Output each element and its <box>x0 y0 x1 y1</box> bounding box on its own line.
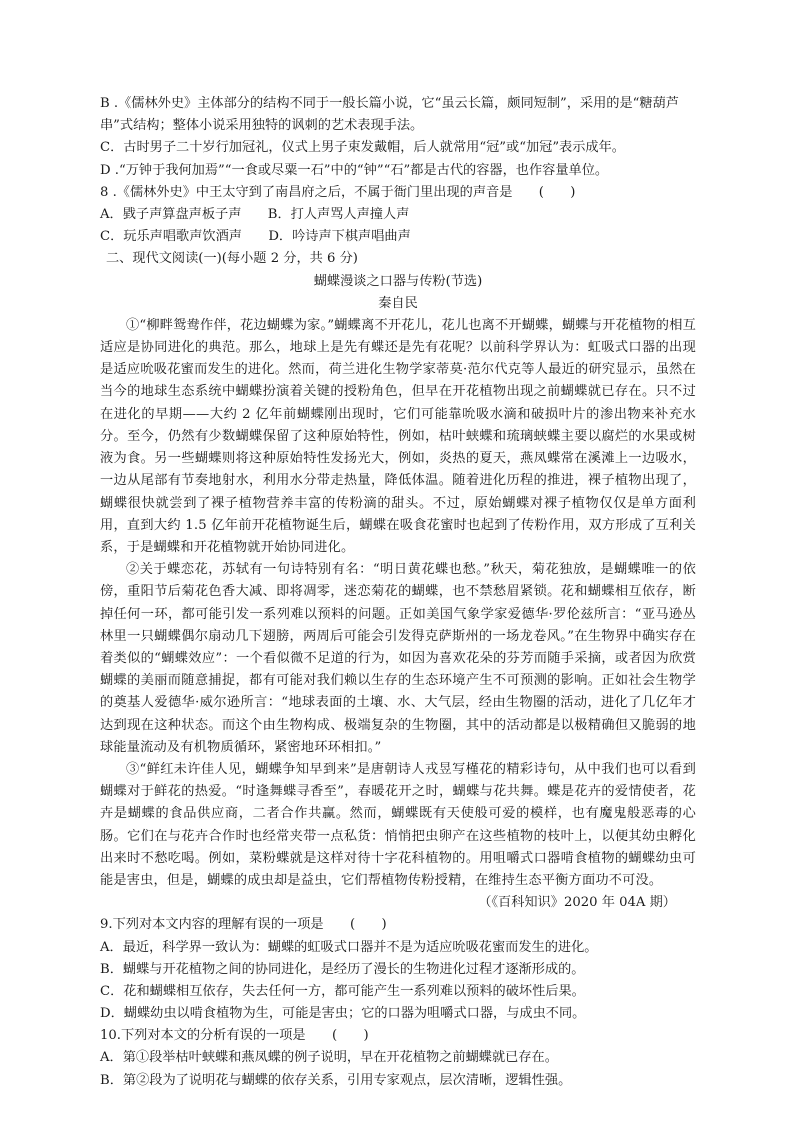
article-source: （《百科知识》2020 年 04A 期） <box>478 895 676 911</box>
question-9-option-c: C．花和蝴蝶相互依存，失去任何一方，都可能产生一系列难以预料的破坏性后果。 <box>100 983 585 999</box>
article-paragraph-2: ②关于蝶恋花，苏轼有一句诗特别有名：“明日黄花蝶也愁。”秋天，菊花独放，是蝴蝶唯一的依傍，重阳节后菊花色香大减、即将凋零，迷恋菊花的蝴蝶，也不禁愁眉紧锁。花和蝴蝶相互依存，断掉任何一环，都可能引发一系列难以预料的问题。正如美国气象学家爱德华·罗伦兹所言：“亚马逊丛林里一只蝴蝶偶尔扇动几下翅膀，两周后可能会引发得克萨斯州的一场龙卷风。”在生物界中确实存在着类似的“蝴蝶效应”：一个看似微不足道的行为，如因为喜欢花朵的芬芳而随手采摘，或者因为欣赏蝴蝶的美丽而随意捕捉，都有可能对我们赖以生存的生态环境产生不可预测的影响。正如社会生物学的奠基人爱德华·威尔逊所言：“地球表面的土壤、水、大气层，经由生物圈的活动，进化了几亿年才达到现在这种状态。而这个由生物构成、极端复杂的生物圈，其中的活动都是以极精确但又脆弱的地球能量流动及有机物质循环，紧密地环环相扣。” <box>100 562 696 755</box>
option-b-line1: B .《儒林外史》主体部分的结构不同于一般长篇小说，它“虽云长篇，颇同短制”，采用的是“糖葫芦 <box>100 96 679 111</box>
option-b-line2: 串”式结构；整体小说采用独特的讽刺的艺术表现手法。 <box>100 118 424 134</box>
option-d: D .“万钟于我何加焉”“一食或尽粟一石”中的“钟”“石”都是古代的容器，也作容量单位。 <box>100 162 609 178</box>
question-8-stem: 8 .《儒林外史》中王太守到了南昌府之后，不属于衙门里出现的声音是 ( ) <box>100 184 576 200</box>
option-c: C．古时男子二十岁行加冠礼，仪式上男子束发戴帽，后人就常用“冠”或“加冠”表示成年。 <box>100 140 625 156</box>
article-paragraph-3: ③“鲜红未许佳人见，蝴蝶争知早到来”是唐朝诗人戎昱写槿花的精彩诗句，从中我们也可以看到蝴蝶对于鲜花的热爱。“时逢舞蝶寻香至”，春暖花开之时，蝴蝶与花共舞。蝶是花卉的爱情使者，花卉是蝴蝶的食品供应商，二者合作共赢。然而，蝴蝶既有天使般可爱的模样，也有魔鬼般恶毒的心肠。它们在与花卉合作时也经常夹带一点私货：悄悄把虫卵产在这些植物的枝叶上，以便其幼虫孵化出来时不愁吃喝。例如，菜粉蝶就是这样对待十字花科植物的。用咀嚼式口器啃食植物的蝴蝶幼虫可能是害虫，但是，蝴蝶的成虫却是益虫，它们帮植物传粉授精，在维持生态平衡方面功不可没。 <box>100 761 696 888</box>
question-9-option-a: A．最近，科学界一致认为：蝴蝶的虹吸式口器并不是为适应吮吸花蜜而发生的进化。 <box>100 939 598 955</box>
exam-page <box>100 93 696 1092</box>
question-8-options-row1: A．戥子声算盘声板子声 B．打人声骂人声撞人声 <box>100 206 410 222</box>
question-8-options-row2: C．玩乐声唱歌声饮酒声 D．吟诗声下棋声唱曲声 <box>100 229 411 245</box>
question-9-option-d: D．蝴蝶幼虫以啃食植物为生，可能是害虫；它的口器为咀嚼式口器，与成虫不同。 <box>100 1006 586 1022</box>
question-9-option-b: B．蝴蝶与开花植物之间的协同进化，是经历了漫长的生物进化过程才逐渐形成的。 <box>100 961 585 977</box>
section-title: 二、现代文阅读(一)(每小题 2 分，共 6 分) <box>106 251 358 267</box>
question-10-option-b: B．第②段为了说明花与蝴蝶的依存关系，引用专家观点，层次清晰，逻辑性强。 <box>100 1072 572 1088</box>
article-title: 蝴蝶漫谈之口器与传粉(节选) <box>313 273 483 289</box>
article-paragraph-1: ①“柳畔鸳鸯作伴，花边蝴蝶为家。”蝴蝶离不开花儿，花儿也离不开蝴蝶，蝴蝶与开花植物的相互适应是协同进化的典范。那么，地球上是先有蝶还是先有花呢？以前科学界认为：虹吸式口器的出现是适应吮吸花蜜而发生的进化。然而，荷兰进化生物学家蒂莫·范尔代克等人最近的研究显示，虽然在当今的地球生态系统中蝴蝶扮演着关键的授粉角色，但早在开花植物出现之前蝴蝶就已存在。只不过在进化的早期——大约 2 亿年前蝴蝶刚出现时，它们可能靠吮吸水滴和破损叶片的渗出物来补充水分。至今，仍然有少数蝴蝶保留了这种原始特性，例如，枯叶蛱蝶和琉璃蛱蝶主要以腐烂的水果或树液为食。另一些蝴蝶则将这种原始特性发扬光大，例如，炎热的夏天，燕凤蝶常在溪滩上一边吸水，一边从尾部有节奏地射水，利用水分带走热量，降低体温。随着进化历程的推进，裸子植物出现了，蝴蝶很快就尝到了裸子植物营养丰富的传粉滴的甜头。不过，原始蝴蝶对裸子植物仅仅是单方面利用，直到大约 1.5 亿年前开花植物诞生后，蝴蝶在吸食花蜜时也起到了传粉作用，双方形成了互利关系，于是蝴蝶和开花植物就开始协同进化。 <box>100 317 696 555</box>
question-10-option-a: A．第①段举枯叶蛱蝶和燕凤蝶的例子说明，早在开花植物之前蝴蝶就已存在。 <box>100 1050 558 1066</box>
article-author: 秦自民 <box>378 295 418 311</box>
option-b-block <box>100 93 696 137</box>
question-10-stem: 10.下列对本文的分析有误的一项是 ( ) <box>100 1028 369 1044</box>
question-9-stem: 9.下列对本文内容的理解有误的一项是 ( ) <box>100 917 387 933</box>
